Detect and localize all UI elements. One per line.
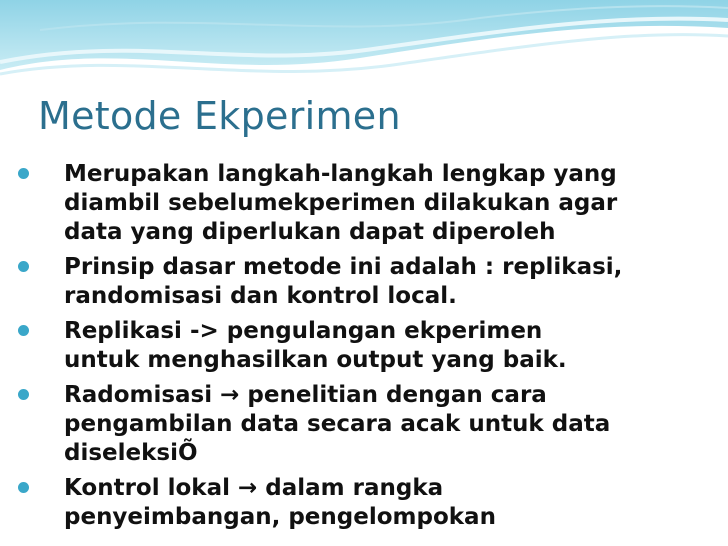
bullet-list bbox=[18, 160, 708, 538]
slide-title: Metode Ekperimen bbox=[38, 94, 401, 138]
bullet-item bbox=[18, 474, 708, 532]
bullet-dot-icon bbox=[18, 325, 29, 336]
bullet-item bbox=[18, 253, 708, 311]
bullet-text: Kontrol lokal → dalam rangka penyeimbangan, pengelompokan bbox=[64, 475, 496, 530]
bullet-dot-icon bbox=[18, 168, 29, 179]
wave-banner bbox=[0, 0, 728, 90]
bullet-text: Prinsip dasar metode ini adalah : replikasi, randomisasi dan kontrol local. bbox=[64, 254, 623, 309]
bullet-dot-icon bbox=[18, 261, 29, 272]
bullet-item bbox=[18, 160, 708, 247]
bullet-item bbox=[18, 381, 708, 468]
bullet-text: Merupakan langkah-langkah lengkap yang diambil sebelumekperimen dilakukan agar data yang diperlukan dapat diperoleh bbox=[64, 161, 618, 245]
bullet-dot-icon bbox=[18, 389, 29, 400]
bullet-text: Replikasi -> pengulangan ekperimen untuk menghasilkan output yang baik. bbox=[64, 318, 567, 373]
bullet-dot-icon bbox=[18, 482, 29, 493]
bullet-item bbox=[18, 317, 708, 375]
bullet-text: Radomisasi → penelitian dengan cara pengambilan data secara acak untuk data diseleksiÕ bbox=[64, 382, 611, 466]
